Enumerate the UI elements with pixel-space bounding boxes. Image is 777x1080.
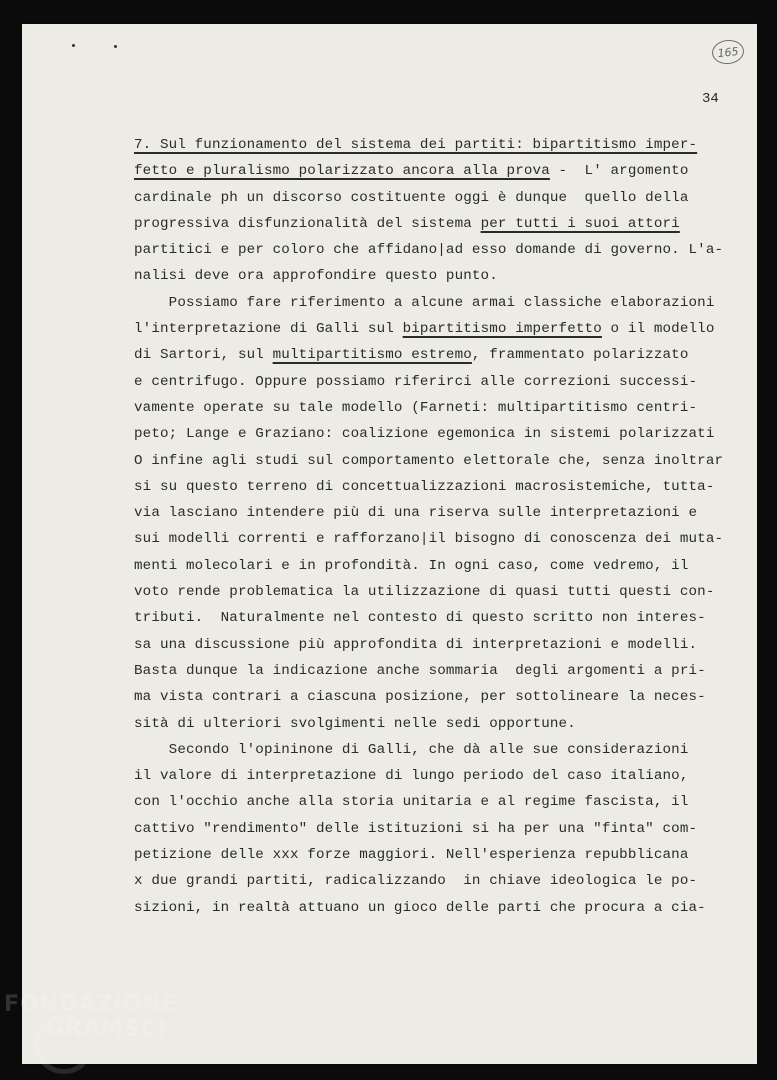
- text-segment: sizioni, in realtà attuano un gioco delle parti che procura a cia-: [134, 899, 706, 916]
- text-line: [134, 237, 752, 263]
- text-segment: - L' argomento: [549, 163, 689, 180]
- text-segment: il valore di interpretazione di lungo periodo del caso italiano,: [134, 768, 689, 785]
- punch-mark: [114, 45, 117, 48]
- text-line: [134, 711, 752, 737]
- text-line: [134, 579, 752, 605]
- text-line: [134, 421, 752, 447]
- text-line: [134, 448, 752, 474]
- text-segment: nalisi deve ora approfondire questo punto.: [134, 268, 498, 285]
- text-line: [134, 632, 752, 658]
- underlined-phrase: bipartitismo imperfetto: [402, 321, 602, 338]
- text-line: [134, 395, 752, 421]
- text-segment: sità di ulteriori svolgimenti nelle sedi opportune.: [134, 715, 576, 732]
- text-segment: Basta dunque la indicazione anche sommaria degli argomenti a pri-: [134, 662, 706, 679]
- text-line: [134, 526, 752, 552]
- text-segment: sa una discussione più approfondita di interpretazioni e modelli.: [134, 636, 698, 653]
- archive-number-stamp: 165: [711, 38, 745, 65]
- text-segment: cattivo "rendimento" delle istituzioni si ha per una "finta" com-: [134, 820, 698, 837]
- text-segment: si su questo terreno di concettualizzazioni macrosistemiche, tutta-: [134, 478, 715, 495]
- text-segment: sui modelli correnti e rafforzano|il bisogno di conoscenza dei muta-: [134, 531, 724, 548]
- text-line: [134, 684, 752, 710]
- watermark-line3: onlus: [160, 1036, 187, 1047]
- text-segment: menti molecolari e in profondità. In ogni caso, come vedremo, il: [134, 557, 689, 574]
- text-line: [134, 763, 752, 789]
- text-segment: peto; Lange e Graziano: coalizione egemonica in sistemi polarizzati: [134, 426, 715, 443]
- text-line: [134, 290, 752, 316]
- text-segment: x due grandi partiti, radicalizzando in chiave ideologica le po-: [134, 873, 698, 890]
- underlined-phrase: per tutti i suoi attori: [480, 215, 680, 232]
- text-segment: voto rende problematica la utilizzazione di quasi tutti questi con-: [134, 584, 715, 601]
- underlined-phrase: fetto e pluralismo polarizzato ancora alla prova: [134, 163, 550, 180]
- text-segment: Secondo l'opininone di Galli, che dà alle sue considerazioni: [134, 741, 689, 758]
- text-segment: petizione delle xxx forze maggiori. Nell'esperienza repubblicana: [134, 847, 689, 864]
- text-line: [134, 132, 752, 158]
- text-line: [134, 263, 752, 289]
- text-segment: l'interpretazione di Galli sul: [134, 321, 403, 338]
- text-line: [134, 658, 752, 684]
- document-page: [22, 24, 757, 1064]
- text-line: [134, 342, 752, 368]
- text-line: [134, 553, 752, 579]
- text-segment: ma vista contrari a ciascuna posizione, per sottolineare la neces-: [134, 689, 706, 706]
- text-line: [134, 474, 752, 500]
- text-line: [134, 500, 752, 526]
- text-segment: O infine agli studi sul comportamento elettorale che, senza inoltrar: [134, 452, 724, 469]
- text-segment: cardinale ph un discorso costituente oggi è dunque quello della: [134, 189, 689, 206]
- text-line: [134, 605, 752, 631]
- text-segment: Possiamo fare riferimento a alcune armai classiche elaborazioni: [134, 294, 715, 311]
- text-segment: con l'occhio anche alla storia unitaria e al regime fascista, il: [134, 794, 689, 811]
- text-line: [134, 737, 752, 763]
- text-segment: o il modello: [601, 321, 715, 338]
- text-segment: tributi. Naturalmente nel contesto di questo scritto non interes-: [134, 610, 706, 627]
- text-segment: vamente operate su tale modello (Farneti: multipartitismo centri-: [134, 399, 698, 416]
- text-segment: partitici e per coloro che affidano|ad esso domande di governo. L'a-: [134, 242, 724, 259]
- text-line: [134, 185, 752, 211]
- punch-mark: [72, 44, 75, 47]
- text-segment: , frammentato polarizzato: [471, 347, 689, 364]
- text-segment: via lasciano intendere più di una riserva sulle interpretazioni e: [134, 505, 698, 522]
- page-number: 34: [702, 91, 719, 107]
- text-line: [134, 895, 752, 921]
- text-segment: di Sartori, sul: [134, 347, 273, 364]
- text-line: [134, 816, 752, 842]
- watermark-line2: GRAMSCI: [46, 1017, 168, 1042]
- text-segment: e centrifugo. Oppure possiamo riferirci alle correzioni successi-: [134, 373, 698, 390]
- underlined-phrase: multipartitismo estremo: [272, 347, 472, 364]
- text-line: [134, 211, 752, 237]
- typewritten-text: [134, 132, 752, 921]
- underlined-phrase: 7. Sul funzionamento del sistema dei partiti: bipartitismo imper-: [134, 137, 698, 153]
- text-line: [134, 868, 752, 894]
- watermark-line1: FONDAZIONE: [4, 992, 178, 1017]
- fondazione-gramsci-watermark: [4, 994, 187, 1047]
- text-line: [134, 316, 752, 342]
- text-line: [134, 842, 752, 868]
- text-segment: progressiva disfunzionalità del sistema: [134, 215, 481, 232]
- text-line: [134, 158, 752, 184]
- watermark-logo-icon: [34, 1014, 94, 1074]
- text-line: [134, 369, 752, 395]
- text-line: [134, 789, 752, 815]
